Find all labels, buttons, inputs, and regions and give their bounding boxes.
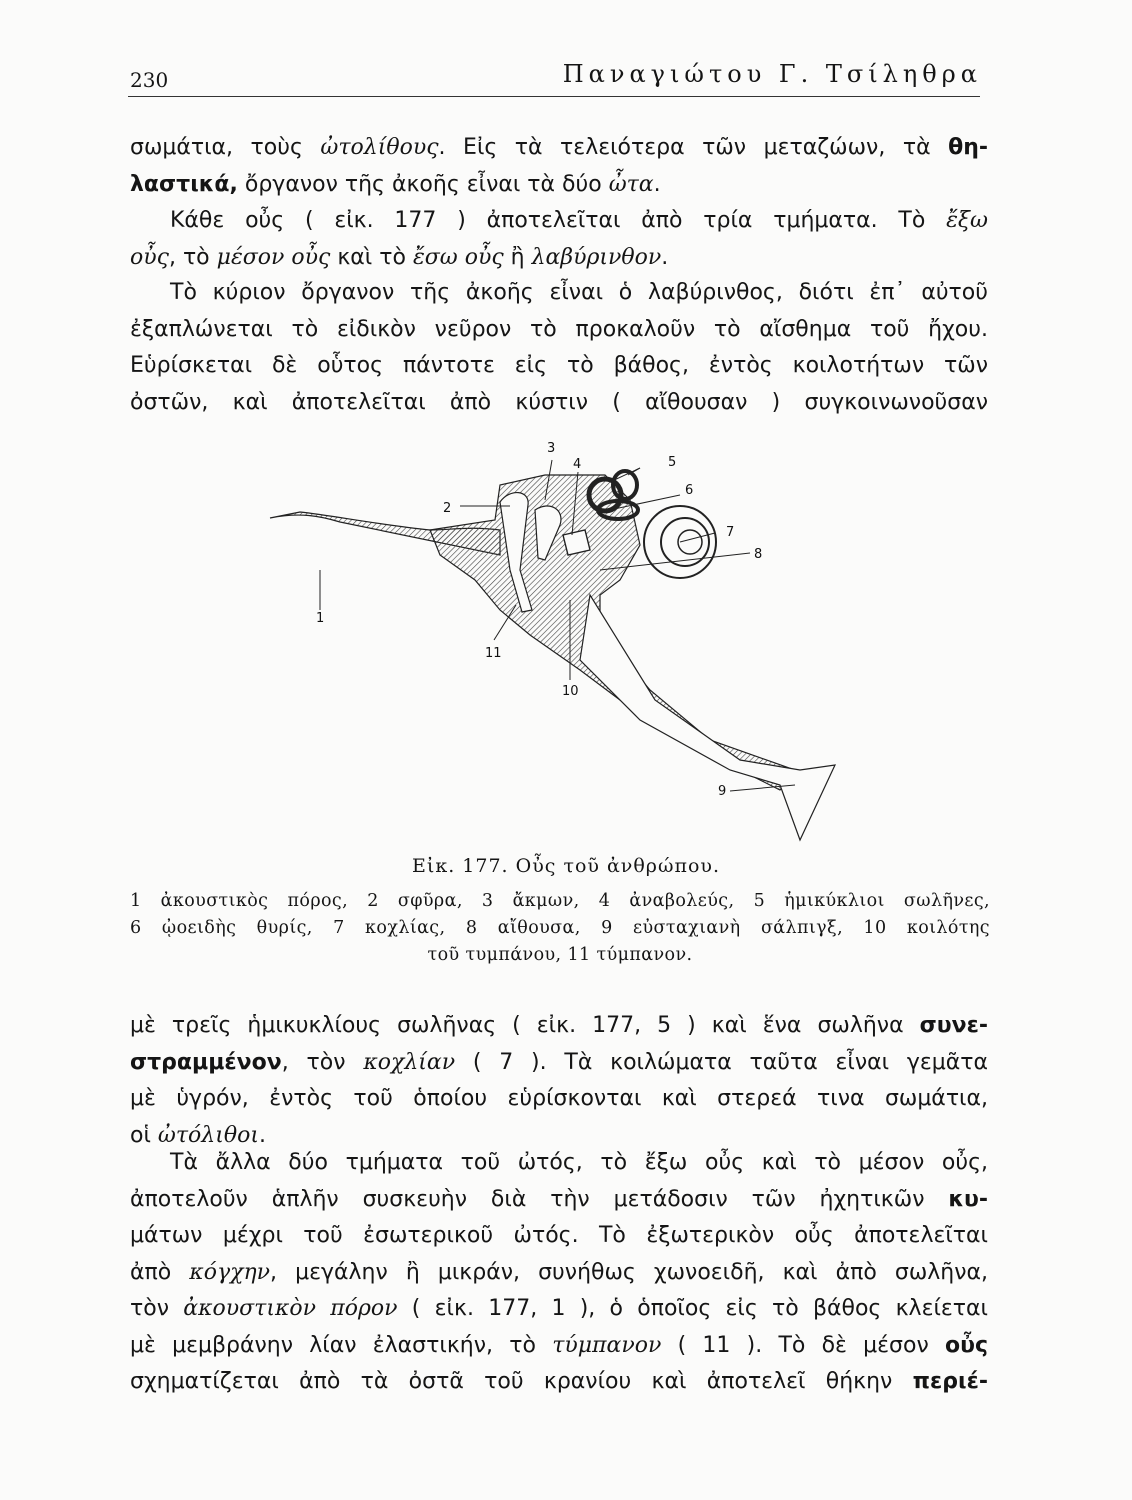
figure-label: 9 [718,784,727,799]
italic-term: ἔξω [946,208,988,233]
italic-term: ἀκουστικὸν πόρον [183,1296,398,1321]
text-run: . [258,1122,266,1148]
text-line: Τὸ κύριον ὄργανον τῆς ἀκοῆς εἶναι ὁ λαβύρινθος, διότι ἐπ᾽ αὐτοῦ [170,280,988,305]
text-run: ( 7 ). Τὰ κοιλώματα ταῦτα εἶναι γεμᾶτα [455,1049,988,1075]
bold-term: λαστικά, [130,171,238,197]
text-run: , μεγάλην ἢ μικράν, συνήθως χωνοειδῆ, καὶ ἀπὸ σωλῆνα, [270,1259,988,1285]
stapes-shape [563,530,590,555]
bold-term: στραμμένον [130,1049,282,1075]
header-rule [128,96,980,97]
paragraph-labyrinth [130,275,988,421]
text-run: . [661,244,669,270]
figure-caption-title: Εἰκ. 177. Οὖς τοῦ ἀνθρώπου. [412,855,720,877]
text-run: σχηματίζεται ἀπὸ τὰ ὀστᾶ τοῦ κρανίου καὶ ἀποτελεῖ θήκην [130,1369,913,1394]
figure-label: 2 [443,501,452,516]
caption-line: 6 ᾠοειδὴς θυρίς, 7 κοχλίας, 8 αἴθουσα, 9 εὐσταχιανὴ σάλπιγξ, 10 κοιλότης [130,918,990,938]
text-run: ἢ [503,244,532,270]
text-run: Κάθε οὖς ( εἰκ. 177 ) ἀποτελεῖται ἀπὸ τρία τμήματα. Τὸ [170,208,947,233]
text-run: οἱ [130,1122,158,1148]
figure-label: 1 [316,611,325,626]
running-head: Παναγιώτου Γ. Τσίληθρα [562,60,982,88]
italic-term: κοχλίαν [363,1049,456,1075]
text-line: ὀστῶν, καὶ ἀποτελεῖται ἀπὸ κύστιν ( αἴθουσαν ) συγκοινωνοῦσαν [130,389,988,415]
figure-label: 11 [485,646,502,661]
italic-term: λαβύρινθον [531,244,662,270]
text-run: μὲ τρεῖς ἡμικυκλίους σωλῆνας ( εἰκ. 177, 5 ) καὶ ἕνα σωλῆνα [130,1013,920,1038]
ear-diagram [260,430,860,850]
figure-label: 10 [562,684,579,699]
eustachian-tube-shape [580,595,835,840]
italic-term: ἔσω οὖς [412,244,504,270]
text-run: μὲ μεμβράνην λίαν ἐλαστικήν, τὸ [130,1332,553,1358]
figure-label: 4 [573,457,582,472]
italic-term: ὦτα [608,171,654,197]
text-run: τὸν [130,1296,184,1321]
figure-caption-legend [130,888,990,969]
text-line: μὲ ὑγρόν, ἐντὸς τοῦ ὁποίου εὑρίσκονται καὶ στερεά τινα σωμάτια, [130,1086,988,1111]
text-run: ( 11 ). Τὸ δὲ μέσον [661,1332,945,1358]
text-run: . [653,171,661,197]
text-line: μάτων μέχρι τοῦ ἐσωτερικοῦ ὠτός. Τὸ ἐξωτερικὸν οὖς ἀποτελεῖται [130,1223,988,1248]
bold-term: οὖς [945,1332,989,1358]
text-run: ἀπὸ [130,1259,190,1285]
paragraph-outer-middle-ear [130,1145,988,1401]
italic-term: ὠτολίθους [320,135,439,160]
text-line: Τὰ ἄλλα δύο τμήματα τοῦ ὠτός, τὸ ἔξω οὖς καὶ τὸ μέσον οὖς, [170,1150,988,1175]
text-run: ὄργανον τῆς ἀκοῆς εἶναι τὰ δύο [237,171,609,197]
figure-label: 5 [668,455,677,470]
text-run: ( εἰκ. 177, 1 ), ὁ ὁποῖος εἰς τὸ βάθος κλείεται [397,1296,988,1321]
page-number: 230 [130,68,169,92]
text-line: ἐξαπλώνεται τὸ εἰδικὸν νεῦρον τὸ προκαλοῦν τὸ αἴσθημα τοῦ ἤχου. [130,316,988,342]
text-run: σωμάτια, τοὺς [130,135,321,160]
text-run: καὶ τὸ [330,244,413,270]
italic-term: κόγχην [189,1259,271,1285]
text-run: , τὸν [281,1049,364,1075]
paragraph-canals [130,1008,988,1154]
text-line: Εὑρίσκεται δὲ οὗτος πάντοτε εἰς τὸ βάθος, ἐντὸς κοιλοτήτων τῶν [130,353,988,378]
caption-line: τοῦ τυμπάνου, 11 τύμπανον. [427,945,693,965]
paragraph-ear-parts [130,203,988,276]
figure-label: 7 [726,525,735,540]
italic-term: τύμπανον [552,1332,662,1358]
italic-term: ὠτόλιθοι [157,1122,259,1148]
text-run: . Εἰς τὰ τελειότερα τῶν μεταζώων, τὰ [438,135,949,160]
text-run: ἀποτελοῦν ἁπλῆν συσκευὴν διὰ τὴν μετάδοσιν τῶν ἠχητικῶν [130,1186,949,1212]
bold-term: περιέ- [912,1369,988,1394]
figure-label: 6 [685,483,694,498]
bold-term: κυ- [948,1186,988,1212]
paragraph-otoliths [130,130,988,203]
figure-label: 8 [754,547,763,562]
text-run: , τὸ [168,244,217,270]
italic-term: οὖς [130,244,169,270]
bold-term: θη- [948,135,988,160]
bold-term: συνε- [919,1013,988,1038]
italic-term: μέσον οὖς [216,244,331,270]
caption-line: 1 ἀκουστικὸς πόρος, 2 σφῦρα, 3 ἄκμων, 4 ἀναβολεύς, 5 ἡμικύκλιοι σωλῆνες, [130,891,990,911]
figure-label: 3 [547,441,556,456]
